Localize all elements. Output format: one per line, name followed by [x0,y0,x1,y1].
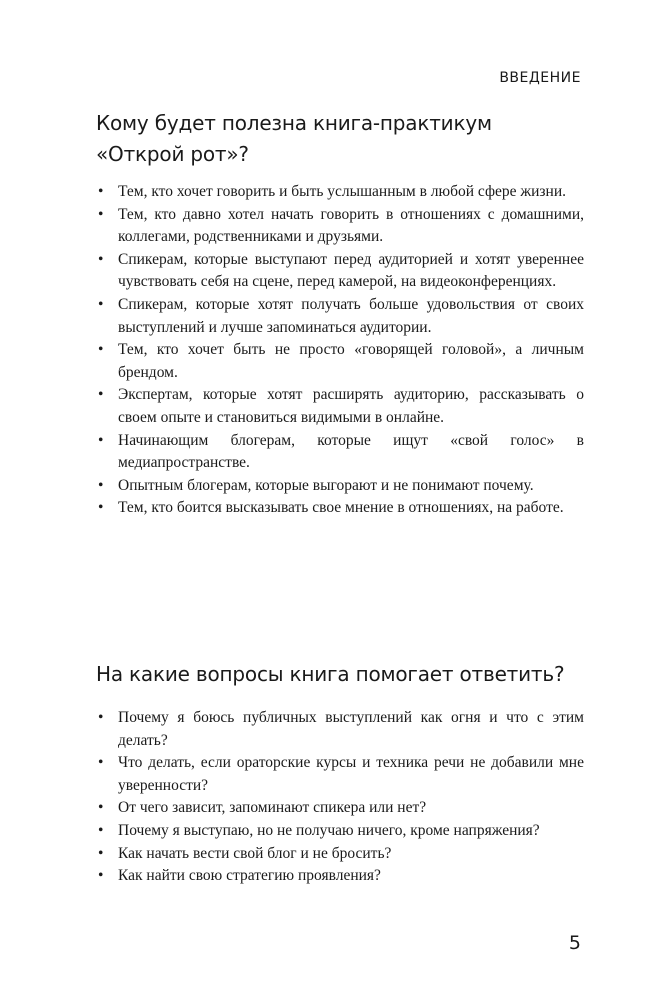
questions-list [118,707,584,888]
running-head: ВВЕДЕНИЕ [499,70,581,86]
list-item: • Тем, кто хочет говорить и быть услышанным в любой сфере жизни. [118,181,584,204]
section-heading-line-2: «Открой рот»? [96,142,249,166]
list-item: • Как найти свою стратегию проявления? [118,865,584,888]
list-item: • Экспертам, которые хотят расширять аудиторию, рассказывать о своем опыте и становиться видимыми в онлайне. [118,384,584,429]
list-item: • Тем, кто хочет быть не просто «говорящей головой», а личным брендом. [118,339,584,384]
page-number: 5 [568,932,581,954]
list-item: • Опытным блогерам, которые выгорают и не понимают почему. [118,475,584,498]
list-item: • Начинающим блогерам, которые ищут «свой голос» в медиапространстве. [118,430,584,475]
list-item: • Тем, кто давно хотел начать говорить в отношениях с домашними, коллегами, родственниками и друзьями. [118,204,584,249]
list-item: • Что делать, если ораторские курсы и техника речи не добавили мне уверенности? [118,752,584,797]
audience-list [118,181,584,520]
list-item: • От чего зависит, запоминают спикера или нет? [118,797,584,820]
section-heading-questions: На какие вопросы книга помогает ответить? [96,662,565,686]
list-item: • Как начать вести свой блог и не бросить? [118,843,584,866]
list-item: • Спикерам, которые хотят получать больше удовольствия от своих выступлений и лучше запоминаться аудитории. [118,294,584,339]
section-heading-who-benefits [96,108,596,170]
section-heading-line-1: Кому будет полезна книга-практикум [96,111,492,135]
list-item: • Почему я боюсь публичных выступлений как огня и что с этим делать? [118,707,584,752]
list-item: • Тем, кто боится высказывать свое мнение в отношениях, на работе. [118,497,584,520]
list-item: • Почему я выступаю, но не получаю ничего, кроме напряжения? [118,820,584,843]
list-item: • Спикерам, которые выступают перед аудиторией и хотят увереннее чувствовать себя на сцене, перед камерой, на видеоконференциях. [118,249,584,294]
